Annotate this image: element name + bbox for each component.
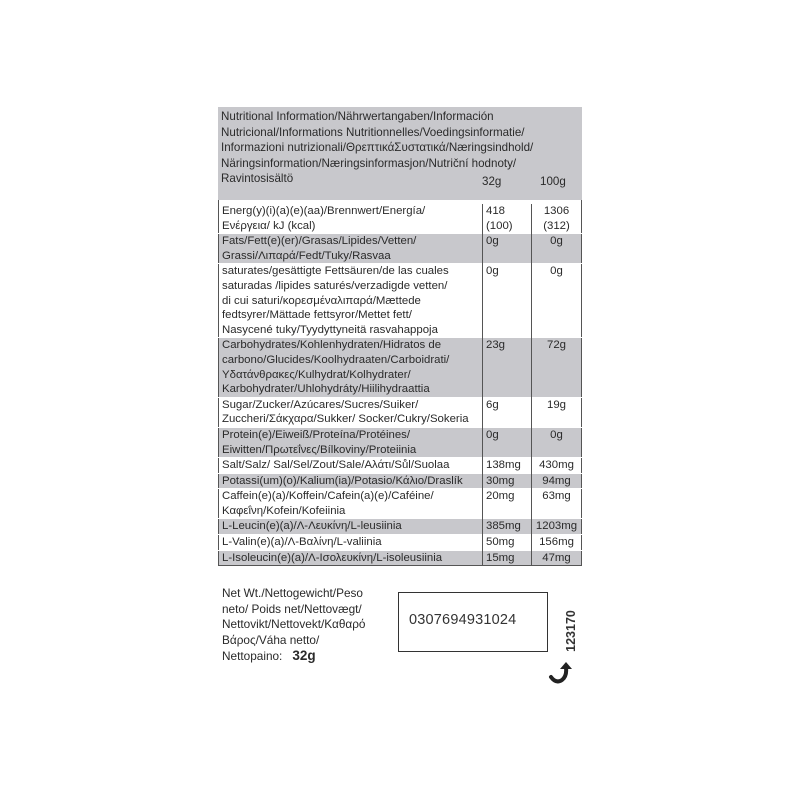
nutrient-name-line: Salt/Salz/ Sal/Sel/Zout/Sale/Αλάτι/Sůl/Suolaa [222, 459, 450, 472]
value-per-100g-line: 430mg [539, 459, 574, 472]
value-per-serving-line: 50mg [486, 536, 515, 549]
nutrient-row [219, 234, 582, 264]
nutrient-name [219, 427, 483, 457]
value-per-100g-line: 1203mg [535, 520, 578, 533]
value-per-100g [532, 338, 582, 397]
value-per-100g [532, 550, 582, 566]
value-per-serving-line: 138mg [486, 459, 521, 472]
value-per-serving [483, 234, 532, 264]
nutrient-name-line: Grassi/Λιπαρά/Fedt/Tuky/Rasvaa [222, 249, 391, 262]
nutrient-name-line: Protein(e)/Eiweiß/Proteína/Protéines/ [222, 428, 411, 441]
value-per-100g-line: 47mg [542, 551, 571, 564]
value-per-serving [483, 204, 532, 234]
nutrient-name [219, 458, 483, 474]
nutrient-name-line: saturates/gesättigte Fettsäuren/de las cuales [222, 265, 449, 278]
value-per-serving-line: (100) [486, 219, 513, 232]
nutrient-row [219, 489, 582, 519]
nutrient-row [219, 458, 582, 474]
value-per-100g-line: (312) [543, 219, 570, 232]
header-line: Informazioni nutrizionali/ΘρεπτικάΣυστατικά/Næringsindhold/ [221, 141, 534, 155]
nutrient-name-line: fedtsyrer/Mättade fettsyror/Mettet fett/ [222, 309, 412, 322]
nutrition-panel [218, 107, 582, 566]
nutrient-name-line: Potassi(um)(o)/Kalium(ia)/Potasio/Κάλιο/Draslík [222, 474, 463, 487]
value-per-serving-line: 418 [486, 205, 506, 217]
value-per-serving-line: 0g [486, 265, 499, 278]
value-per-serving-line: 20mg [486, 490, 515, 503]
net-label-line: neto/ Poids net/Nettovægt/ [222, 601, 362, 616]
nutrient-name-line: Energ(y)(i)(a)(e)(aa)/Brennwert/Energía/ [222, 205, 426, 217]
lot-code: 123170 [564, 610, 578, 652]
value-per-100g-line: 0g [550, 428, 563, 441]
value-per-100g-line: 0g [550, 235, 563, 248]
nutrient-name [219, 234, 483, 264]
value-per-100g-line: 156mg [539, 536, 574, 549]
nutrient-name-line: Caffein(e)(a)/Koffein/Cafein(a)(e)/Caféine/ [222, 490, 434, 503]
nutrition-header [218, 107, 582, 193]
net-label-line: Nettovikt/Nettovekt/Καθαρό [222, 617, 366, 632]
value-per-100g-line: 19g [546, 398, 566, 411]
nutrient-name [219, 264, 483, 338]
nutrient-name [219, 519, 483, 535]
nutrient-row [219, 519, 582, 535]
value-per-serving-line: 0g [486, 428, 499, 441]
header-line: Nutritional Information/Nährwertangaben/Información [221, 110, 494, 123]
nutrient-row [219, 338, 582, 397]
value-per-serving [483, 489, 532, 519]
nutrient-name [219, 473, 483, 489]
nutrient-name-line: Fats/Fett(e)(er)/Grasas/Lipides/Vetten/ [222, 235, 417, 248]
net-weight-block [222, 586, 372, 665]
nutrient-row [219, 264, 582, 338]
nutrient-row [219, 550, 582, 566]
value-per-serving-line: 0g [486, 235, 499, 248]
nutrient-name [219, 397, 483, 427]
nutrient-row [219, 427, 582, 457]
nutrient-name [219, 550, 483, 566]
nutrient-row [219, 204, 582, 234]
net-label-last: Nettopaino: [222, 649, 283, 664]
nutrient-name [219, 204, 483, 234]
nutrient-name [219, 338, 483, 397]
value-per-100g [532, 473, 582, 489]
value-per-serving-line: 15mg [486, 551, 515, 564]
value-per-100g [532, 489, 582, 519]
header-line: Näringsinformation/Næringsinformasjon/Nutriční hodnoty/ [221, 156, 517, 170]
header-line: Nutricional/Informations Nutritionnelles/Voedingsinformatie/ [221, 125, 525, 139]
header-title [221, 109, 566, 187]
net-weight-value: 32g [292, 648, 316, 664]
barcode-box [398, 592, 548, 652]
value-per-100g [532, 234, 582, 264]
value-per-100g [532, 204, 582, 234]
nutrient-name-line: Nasycené tuky/Tyydyttyneitä rasvahappoja [222, 323, 438, 336]
nutrient-name [219, 535, 483, 551]
value-per-100g [532, 397, 582, 427]
nutrient-name-line: Eiwitten/Πρωτεΐνες/Bílkoviny/Proteiinia [222, 443, 417, 456]
value-per-serving-line: 30mg [486, 474, 515, 487]
value-per-serving [483, 473, 532, 489]
header-line: Ravintosisältö [221, 172, 294, 186]
nutrient-name-line: Zuccheri/Σάκχαρα/Sukker/ Socker/Cukry/Sokeria [222, 413, 469, 426]
nutrient-name-line: saturadas /lipides saturés/verzadigde vetten/ [222, 279, 448, 292]
value-per-100g [532, 427, 582, 457]
value-per-serving-line: 23g [486, 339, 506, 352]
nutrient-name-line: carbono/Glucides/Koolhydraaten/Carboidrati/ [222, 353, 450, 366]
nutrient-name-line: L-Leucin(e)(a)/Λ-Λευκίνη/L-leusiinia [222, 520, 402, 533]
value-per-100g-line: 72g [546, 339, 566, 352]
net-label-line: Βάρος/Váha netto/ [222, 632, 320, 647]
nutrient-row [219, 397, 582, 427]
value-per-serving [483, 264, 532, 338]
nutrient-name-line: Καφεΐνη/Kofein/Kofeiinia [222, 504, 346, 517]
curved-arrow-icon [548, 660, 574, 686]
value-per-100g-line: 1306 [543, 205, 570, 217]
value-per-serving [483, 458, 532, 474]
nutrition-table [218, 204, 582, 566]
net-label-line: Net Wt./Nettogewicht/Peso [222, 586, 363, 600]
value-per-100g-line: 0g [550, 265, 563, 278]
nutrient-name-line: Υδατάνθρακες/Kulhydrat/Kolhydrater/ [222, 368, 411, 381]
column-header-100g: 100g [540, 175, 566, 188]
value-per-100g-line: 94mg [542, 474, 571, 487]
value-per-100g [532, 458, 582, 474]
value-per-serving [483, 550, 532, 566]
nutrient-name [219, 489, 483, 519]
nutrient-row [219, 473, 582, 489]
nutrient-name-line: Sugar/Zucker/Azúcares/Sucres/Suiker/ [222, 398, 419, 411]
value-per-serving [483, 427, 532, 457]
nutrient-name-line: Carbohydrates/Kohlenhydraten/Hidratos de [222, 339, 442, 352]
nutrient-row [219, 535, 582, 551]
value-per-100g [532, 264, 582, 338]
nutrient-name-line: Ενέργεια/ kJ (kcal) [222, 219, 316, 232]
value-per-100g [532, 535, 582, 551]
value-per-serving [483, 535, 532, 551]
barcode-number: 0307694931024 [409, 612, 517, 628]
nutrient-name-line: L-Valin(e)(a)/Λ-Βαλίνη/L-valiinia [222, 536, 382, 549]
nutrient-name-line: L-Isoleucin(e)(a)/Λ-Ισολευκίνη/L-isoleusiinia [222, 551, 443, 564]
value-per-100g-line: 63mg [542, 490, 571, 503]
value-per-serving [483, 338, 532, 397]
column-header-serving: 32g [482, 175, 502, 188]
header-spacer [218, 193, 582, 200]
value-per-serving [483, 397, 532, 427]
value-per-100g [532, 519, 582, 535]
value-per-serving-line: 6g [486, 398, 499, 411]
nutrient-name-line: Karbohydrater/Uhlohydráty/Hiilihydraattia [222, 383, 430, 396]
nutrient-name-line: di cui saturi/κορεσμέναλιπαρά/Mættede [222, 294, 421, 307]
value-per-serving [483, 519, 532, 535]
value-per-serving-line: 385mg [486, 520, 521, 533]
